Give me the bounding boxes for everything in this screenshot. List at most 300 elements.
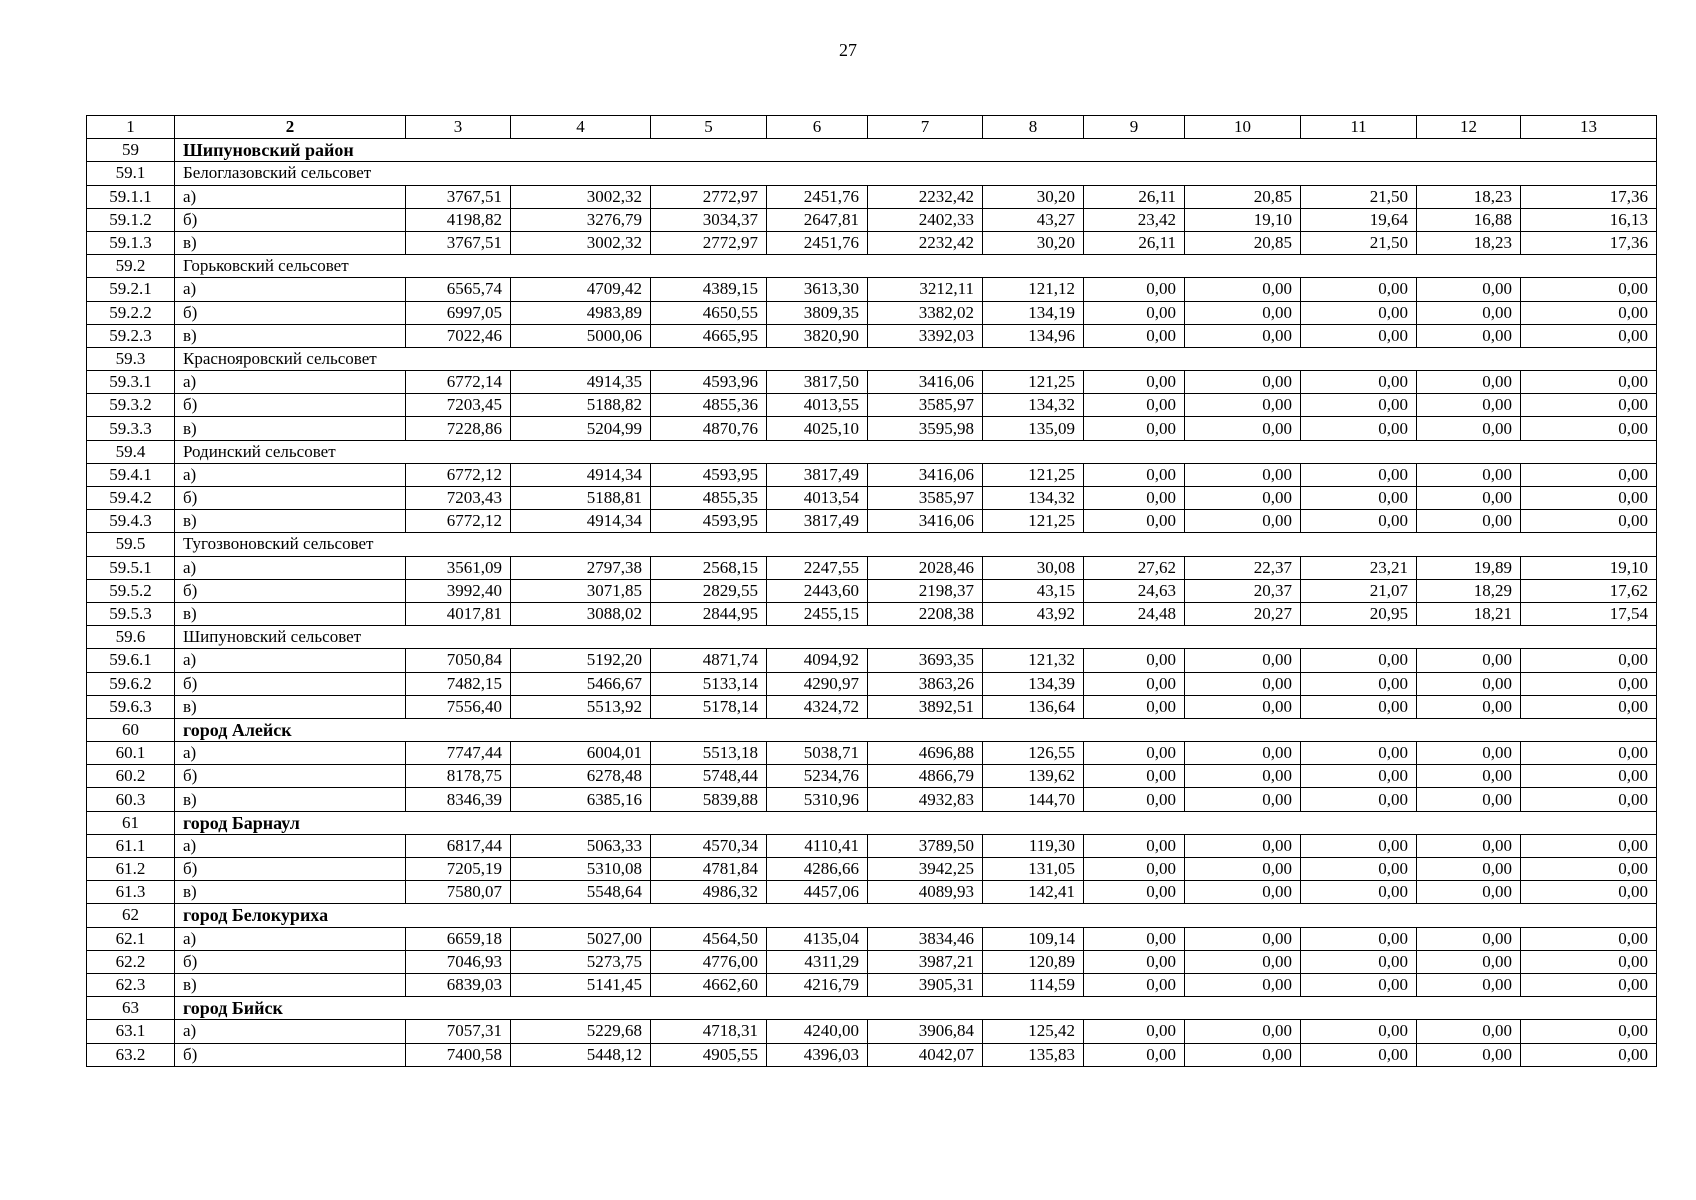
value-cell: 17,62 — [1521, 579, 1657, 602]
value-cell: 144,70 — [983, 788, 1084, 811]
value-cell: 126,55 — [983, 742, 1084, 765]
value-cell: 2647,81 — [767, 208, 868, 231]
value-cell: 4781,84 — [651, 858, 767, 881]
value-cell: 0,00 — [1301, 834, 1417, 857]
value-cell: 3585,97 — [868, 394, 983, 417]
row-code: 60.2 — [87, 765, 175, 788]
section-name: Горьковский сельсовет — [175, 255, 1657, 278]
value-cell: 0,00 — [1521, 834, 1657, 857]
row-label: а) — [175, 1020, 406, 1043]
row-code: 61.3 — [87, 881, 175, 904]
value-cell: 2844,95 — [651, 602, 767, 625]
value-cell: 0,00 — [1417, 649, 1521, 672]
row-label: б) — [175, 394, 406, 417]
row-label: а) — [175, 742, 406, 765]
row-label: в) — [175, 602, 406, 625]
value-cell: 0,00 — [1185, 510, 1301, 533]
value-cell: 2451,76 — [767, 231, 868, 254]
table-header-row — [87, 116, 1657, 139]
value-cell: 4396,03 — [767, 1043, 868, 1066]
row-label: в) — [175, 881, 406, 904]
value-cell: 5448,12 — [511, 1043, 651, 1066]
section-name: Шипуновский сельсовет — [175, 626, 1657, 649]
value-cell: 0,00 — [1301, 510, 1417, 533]
row-label: в) — [175, 231, 406, 254]
value-cell: 0,00 — [1417, 278, 1521, 301]
value-cell: 3585,97 — [868, 487, 983, 510]
value-cell: 0,00 — [1521, 1043, 1657, 1066]
value-cell: 6772,12 — [406, 510, 511, 533]
header-cell: 4 — [511, 116, 651, 139]
value-cell: 7228,86 — [406, 417, 511, 440]
value-cell: 0,00 — [1417, 950, 1521, 973]
value-cell: 6004,01 — [511, 742, 651, 765]
value-cell: 2208,38 — [868, 602, 983, 625]
value-cell: 0,00 — [1084, 927, 1185, 950]
value-cell: 4311,29 — [767, 950, 868, 973]
value-cell: 8178,75 — [406, 765, 511, 788]
value-cell: 4457,06 — [767, 881, 868, 904]
value-cell: 0,00 — [1301, 695, 1417, 718]
value-cell: 0,00 — [1417, 858, 1521, 881]
value-cell: 0,00 — [1084, 1043, 1185, 1066]
value-cell: 4932,83 — [868, 788, 983, 811]
value-cell: 20,37 — [1185, 579, 1301, 602]
value-cell: 134,19 — [983, 301, 1084, 324]
value-cell: 6659,18 — [406, 927, 511, 950]
row-code: 59.5.2 — [87, 579, 175, 602]
value-cell: 7580,07 — [406, 881, 511, 904]
value-cell: 22,37 — [1185, 556, 1301, 579]
value-cell: 5466,67 — [511, 672, 651, 695]
value-cell: 3071,85 — [511, 579, 651, 602]
value-cell: 0,00 — [1417, 417, 1521, 440]
value-cell: 3561,09 — [406, 556, 511, 579]
value-cell: 8346,39 — [406, 788, 511, 811]
district-name: город Белокуриха — [175, 904, 1657, 927]
row-label: а) — [175, 556, 406, 579]
row-label: б) — [175, 950, 406, 973]
value-cell: 0,00 — [1521, 765, 1657, 788]
header-cell: 6 — [767, 116, 868, 139]
section-name: Тугозвоновский сельсовет — [175, 533, 1657, 556]
row-code: 62.3 — [87, 973, 175, 996]
section-name: Краснояровский сельсовет — [175, 347, 1657, 370]
value-cell: 19,10 — [1185, 208, 1301, 231]
value-cell: 3002,32 — [511, 231, 651, 254]
section-name: Родинский сельсовет — [175, 440, 1657, 463]
row-code: 59.2.3 — [87, 324, 175, 347]
row-label: б) — [175, 487, 406, 510]
value-cell: 3892,51 — [868, 695, 983, 718]
value-cell: 4570,34 — [651, 834, 767, 857]
value-cell: 4871,74 — [651, 649, 767, 672]
value-cell: 121,25 — [983, 510, 1084, 533]
value-cell: 2568,15 — [651, 556, 767, 579]
value-cell: 0,00 — [1084, 788, 1185, 811]
value-cell: 0,00 — [1521, 881, 1657, 904]
value-cell: 4914,34 — [511, 510, 651, 533]
value-cell: 18,21 — [1417, 602, 1521, 625]
value-cell: 0,00 — [1084, 510, 1185, 533]
value-cell: 4914,34 — [511, 463, 651, 486]
header-cell: 11 — [1301, 116, 1417, 139]
row-code: 61.1 — [87, 834, 175, 857]
section-row — [87, 255, 1657, 278]
value-cell: 0,00 — [1301, 950, 1417, 973]
value-cell: 20,27 — [1185, 602, 1301, 625]
value-cell: 3595,98 — [868, 417, 983, 440]
row-code: 59.1 — [87, 162, 175, 185]
value-cell: 4216,79 — [767, 973, 868, 996]
value-cell: 0,00 — [1301, 394, 1417, 417]
value-cell: 0,00 — [1084, 417, 1185, 440]
value-cell: 4855,35 — [651, 487, 767, 510]
value-cell: 2247,55 — [767, 556, 868, 579]
row-code: 59.1.1 — [87, 185, 175, 208]
header-cell: 1 — [87, 116, 175, 139]
row-code: 59.6.3 — [87, 695, 175, 718]
value-cell: 0,00 — [1417, 324, 1521, 347]
value-cell: 4198,82 — [406, 208, 511, 231]
value-cell: 5273,75 — [511, 950, 651, 973]
value-cell: 4593,95 — [651, 463, 767, 486]
table-row — [87, 579, 1657, 602]
value-cell: 135,83 — [983, 1043, 1084, 1066]
value-cell: 16,88 — [1417, 208, 1521, 231]
value-cell: 20,85 — [1185, 231, 1301, 254]
value-cell: 0,00 — [1521, 927, 1657, 950]
value-cell: 0,00 — [1301, 324, 1417, 347]
value-cell: 7556,40 — [406, 695, 511, 718]
section-name: Белоглазовский сельсовет — [175, 162, 1657, 185]
value-cell: 5234,76 — [767, 765, 868, 788]
value-cell: 18,23 — [1417, 185, 1521, 208]
district-row — [87, 139, 1657, 162]
value-cell: 6565,74 — [406, 278, 511, 301]
value-cell: 3767,51 — [406, 231, 511, 254]
value-cell: 0,00 — [1301, 927, 1417, 950]
header-cell: 7 — [868, 116, 983, 139]
value-cell: 30,20 — [983, 185, 1084, 208]
value-cell: 2028,46 — [868, 556, 983, 579]
value-cell: 7203,43 — [406, 487, 511, 510]
district-row — [87, 718, 1657, 741]
value-cell: 0,00 — [1301, 788, 1417, 811]
value-cell: 3834,46 — [868, 927, 983, 950]
row-code: 62 — [87, 904, 175, 927]
value-cell: 7050,84 — [406, 649, 511, 672]
value-cell: 0,00 — [1417, 973, 1521, 996]
value-cell: 0,00 — [1084, 834, 1185, 857]
value-cell: 4290,97 — [767, 672, 868, 695]
row-label: а) — [175, 834, 406, 857]
district-row — [87, 997, 1657, 1020]
row-code: 59.2 — [87, 255, 175, 278]
value-cell: 0,00 — [1185, 417, 1301, 440]
section-row — [87, 533, 1657, 556]
value-cell: 0,00 — [1084, 950, 1185, 973]
value-cell: 20,85 — [1185, 185, 1301, 208]
value-cell: 0,00 — [1301, 278, 1417, 301]
value-cell: 3789,50 — [868, 834, 983, 857]
value-cell: 0,00 — [1301, 463, 1417, 486]
value-cell: 0,00 — [1084, 301, 1185, 324]
value-cell: 3942,25 — [868, 858, 983, 881]
value-cell: 3863,26 — [868, 672, 983, 695]
row-label: в) — [175, 417, 406, 440]
table-row — [87, 185, 1657, 208]
row-label: в) — [175, 695, 406, 718]
row-code: 63.2 — [87, 1043, 175, 1066]
value-cell: 0,00 — [1185, 324, 1301, 347]
value-cell: 0,00 — [1301, 672, 1417, 695]
row-code: 59.3.3 — [87, 417, 175, 440]
value-cell: 4017,81 — [406, 602, 511, 625]
row-label: а) — [175, 927, 406, 950]
value-cell: 0,00 — [1521, 672, 1657, 695]
table-row — [87, 1020, 1657, 1043]
row-label: б) — [175, 208, 406, 231]
value-cell: 27,62 — [1084, 556, 1185, 579]
value-cell: 0,00 — [1301, 973, 1417, 996]
value-cell: 0,00 — [1417, 301, 1521, 324]
value-cell: 0,00 — [1084, 881, 1185, 904]
table-row — [87, 301, 1657, 324]
row-code: 61.2 — [87, 858, 175, 881]
value-cell: 7057,31 — [406, 1020, 511, 1043]
value-cell: 21,50 — [1301, 231, 1417, 254]
row-code: 59.1.2 — [87, 208, 175, 231]
value-cell: 43,27 — [983, 208, 1084, 231]
value-cell: 0,00 — [1301, 371, 1417, 394]
value-cell: 0,00 — [1301, 301, 1417, 324]
value-cell: 19,10 — [1521, 556, 1657, 579]
table-row — [87, 417, 1657, 440]
value-cell: 0,00 — [1084, 695, 1185, 718]
value-cell: 6839,03 — [406, 973, 511, 996]
value-cell: 134,39 — [983, 672, 1084, 695]
value-cell: 21,07 — [1301, 579, 1417, 602]
value-cell: 3809,35 — [767, 301, 868, 324]
value-cell: 4286,66 — [767, 858, 868, 881]
value-cell: 4696,88 — [868, 742, 983, 765]
value-cell: 0,00 — [1084, 765, 1185, 788]
value-cell: 5204,99 — [511, 417, 651, 440]
value-cell: 5748,44 — [651, 765, 767, 788]
value-cell: 5063,33 — [511, 834, 651, 857]
value-cell: 3693,35 — [868, 649, 983, 672]
value-cell: 4986,32 — [651, 881, 767, 904]
value-cell: 136,64 — [983, 695, 1084, 718]
value-cell: 4709,42 — [511, 278, 651, 301]
row-code: 59.6.2 — [87, 672, 175, 695]
value-cell: 0,00 — [1521, 973, 1657, 996]
value-cell: 19,64 — [1301, 208, 1417, 231]
value-cell: 0,00 — [1301, 1043, 1417, 1066]
value-cell: 7203,45 — [406, 394, 511, 417]
value-cell: 3817,49 — [767, 510, 868, 533]
row-code: 62.1 — [87, 927, 175, 950]
value-cell: 4855,36 — [651, 394, 767, 417]
row-code: 59.5.1 — [87, 556, 175, 579]
value-cell: 6772,12 — [406, 463, 511, 486]
value-cell: 0,00 — [1185, 742, 1301, 765]
value-cell: 0,00 — [1084, 463, 1185, 486]
table-row — [87, 950, 1657, 973]
value-cell: 0,00 — [1301, 649, 1417, 672]
value-cell: 3767,51 — [406, 185, 511, 208]
value-cell: 0,00 — [1521, 649, 1657, 672]
row-code: 59 — [87, 139, 175, 162]
value-cell: 0,00 — [1185, 973, 1301, 996]
value-cell: 5839,88 — [651, 788, 767, 811]
value-cell: 20,95 — [1301, 602, 1417, 625]
row-label: б) — [175, 858, 406, 881]
table-row — [87, 881, 1657, 904]
row-code: 59.1.3 — [87, 231, 175, 254]
value-cell: 5178,14 — [651, 695, 767, 718]
value-cell: 6278,48 — [511, 765, 651, 788]
value-cell: 16,13 — [1521, 208, 1657, 231]
value-cell: 4324,72 — [767, 695, 868, 718]
value-cell: 3088,02 — [511, 602, 651, 625]
value-cell: 7400,58 — [406, 1043, 511, 1066]
value-cell: 4870,76 — [651, 417, 767, 440]
value-cell: 0,00 — [1185, 371, 1301, 394]
value-cell: 4650,55 — [651, 301, 767, 324]
value-cell: 4013,54 — [767, 487, 868, 510]
value-cell: 5513,18 — [651, 742, 767, 765]
value-cell: 3392,03 — [868, 324, 983, 347]
value-cell: 2402,33 — [868, 208, 983, 231]
value-cell: 0,00 — [1084, 672, 1185, 695]
value-cell: 4135,04 — [767, 927, 868, 950]
value-cell: 0,00 — [1185, 858, 1301, 881]
table-row — [87, 858, 1657, 881]
value-cell: 3416,06 — [868, 510, 983, 533]
table-row — [87, 973, 1657, 996]
value-cell: 6772,14 — [406, 371, 511, 394]
value-cell: 139,62 — [983, 765, 1084, 788]
value-cell: 21,50 — [1301, 185, 1417, 208]
table-row — [87, 672, 1657, 695]
row-label: в) — [175, 788, 406, 811]
row-code: 61 — [87, 811, 175, 834]
header-cell: 5 — [651, 116, 767, 139]
table-row — [87, 278, 1657, 301]
value-cell: 3002,32 — [511, 185, 651, 208]
row-code: 59.4 — [87, 440, 175, 463]
value-cell: 4718,31 — [651, 1020, 767, 1043]
value-cell: 4905,55 — [651, 1043, 767, 1066]
table-row — [87, 487, 1657, 510]
value-cell: 7022,46 — [406, 324, 511, 347]
row-label: б) — [175, 579, 406, 602]
value-cell: 5027,00 — [511, 927, 651, 950]
value-cell: 0,00 — [1417, 1043, 1521, 1066]
row-code: 60.1 — [87, 742, 175, 765]
value-cell: 125,42 — [983, 1020, 1084, 1043]
header-cell: 13 — [1521, 116, 1657, 139]
value-cell: 4110,41 — [767, 834, 868, 857]
value-cell: 134,96 — [983, 324, 1084, 347]
value-cell: 0,00 — [1084, 278, 1185, 301]
row-code: 60.3 — [87, 788, 175, 811]
row-code: 59.5.3 — [87, 602, 175, 625]
header-cell: 3 — [406, 116, 511, 139]
district-row — [87, 904, 1657, 927]
value-cell: 0,00 — [1185, 278, 1301, 301]
header-cell: 12 — [1417, 116, 1521, 139]
value-cell: 131,05 — [983, 858, 1084, 881]
value-cell: 0,00 — [1185, 765, 1301, 788]
value-cell: 5141,45 — [511, 973, 651, 996]
value-cell: 0,00 — [1521, 695, 1657, 718]
value-cell: 4389,15 — [651, 278, 767, 301]
value-cell: 43,15 — [983, 579, 1084, 602]
value-cell: 142,41 — [983, 881, 1084, 904]
value-cell: 0,00 — [1521, 742, 1657, 765]
value-cell: 0,00 — [1084, 324, 1185, 347]
value-cell: 2772,97 — [651, 185, 767, 208]
value-cell: 0,00 — [1185, 950, 1301, 973]
value-cell: 5188,81 — [511, 487, 651, 510]
tariff-table — [86, 115, 1657, 1067]
value-cell: 119,30 — [983, 834, 1084, 857]
value-cell: 3905,31 — [868, 973, 983, 996]
value-cell: 6817,44 — [406, 834, 511, 857]
value-cell: 0,00 — [1084, 858, 1185, 881]
value-cell: 17,36 — [1521, 231, 1657, 254]
value-cell: 0,00 — [1521, 510, 1657, 533]
value-cell: 4662,60 — [651, 973, 767, 996]
row-code: 63.1 — [87, 1020, 175, 1043]
row-label: а) — [175, 649, 406, 672]
row-code: 59.5 — [87, 533, 175, 556]
value-cell: 3416,06 — [868, 463, 983, 486]
value-cell: 0,00 — [1417, 510, 1521, 533]
value-cell: 121,12 — [983, 278, 1084, 301]
value-cell: 18,23 — [1417, 231, 1521, 254]
value-cell: 134,32 — [983, 487, 1084, 510]
value-cell: 26,11 — [1084, 185, 1185, 208]
value-cell: 0,00 — [1417, 487, 1521, 510]
value-cell: 0,00 — [1521, 950, 1657, 973]
value-cell: 5513,92 — [511, 695, 651, 718]
table-row — [87, 324, 1657, 347]
table-row — [87, 463, 1657, 486]
value-cell: 0,00 — [1521, 278, 1657, 301]
value-cell: 0,00 — [1185, 695, 1301, 718]
value-cell: 0,00 — [1185, 788, 1301, 811]
table-row — [87, 208, 1657, 231]
value-cell: 24,63 — [1084, 579, 1185, 602]
value-cell: 3613,30 — [767, 278, 868, 301]
value-cell: 0,00 — [1417, 927, 1521, 950]
row-label: б) — [175, 1043, 406, 1066]
row-code: 59.6 — [87, 626, 175, 649]
value-cell: 7747,44 — [406, 742, 511, 765]
value-cell: 0,00 — [1417, 695, 1521, 718]
value-cell: 5548,64 — [511, 881, 651, 904]
value-cell: 4665,95 — [651, 324, 767, 347]
value-cell: 30,08 — [983, 556, 1084, 579]
value-cell: 0,00 — [1185, 463, 1301, 486]
value-cell: 0,00 — [1084, 371, 1185, 394]
value-cell: 0,00 — [1521, 394, 1657, 417]
value-cell: 4025,10 — [767, 417, 868, 440]
